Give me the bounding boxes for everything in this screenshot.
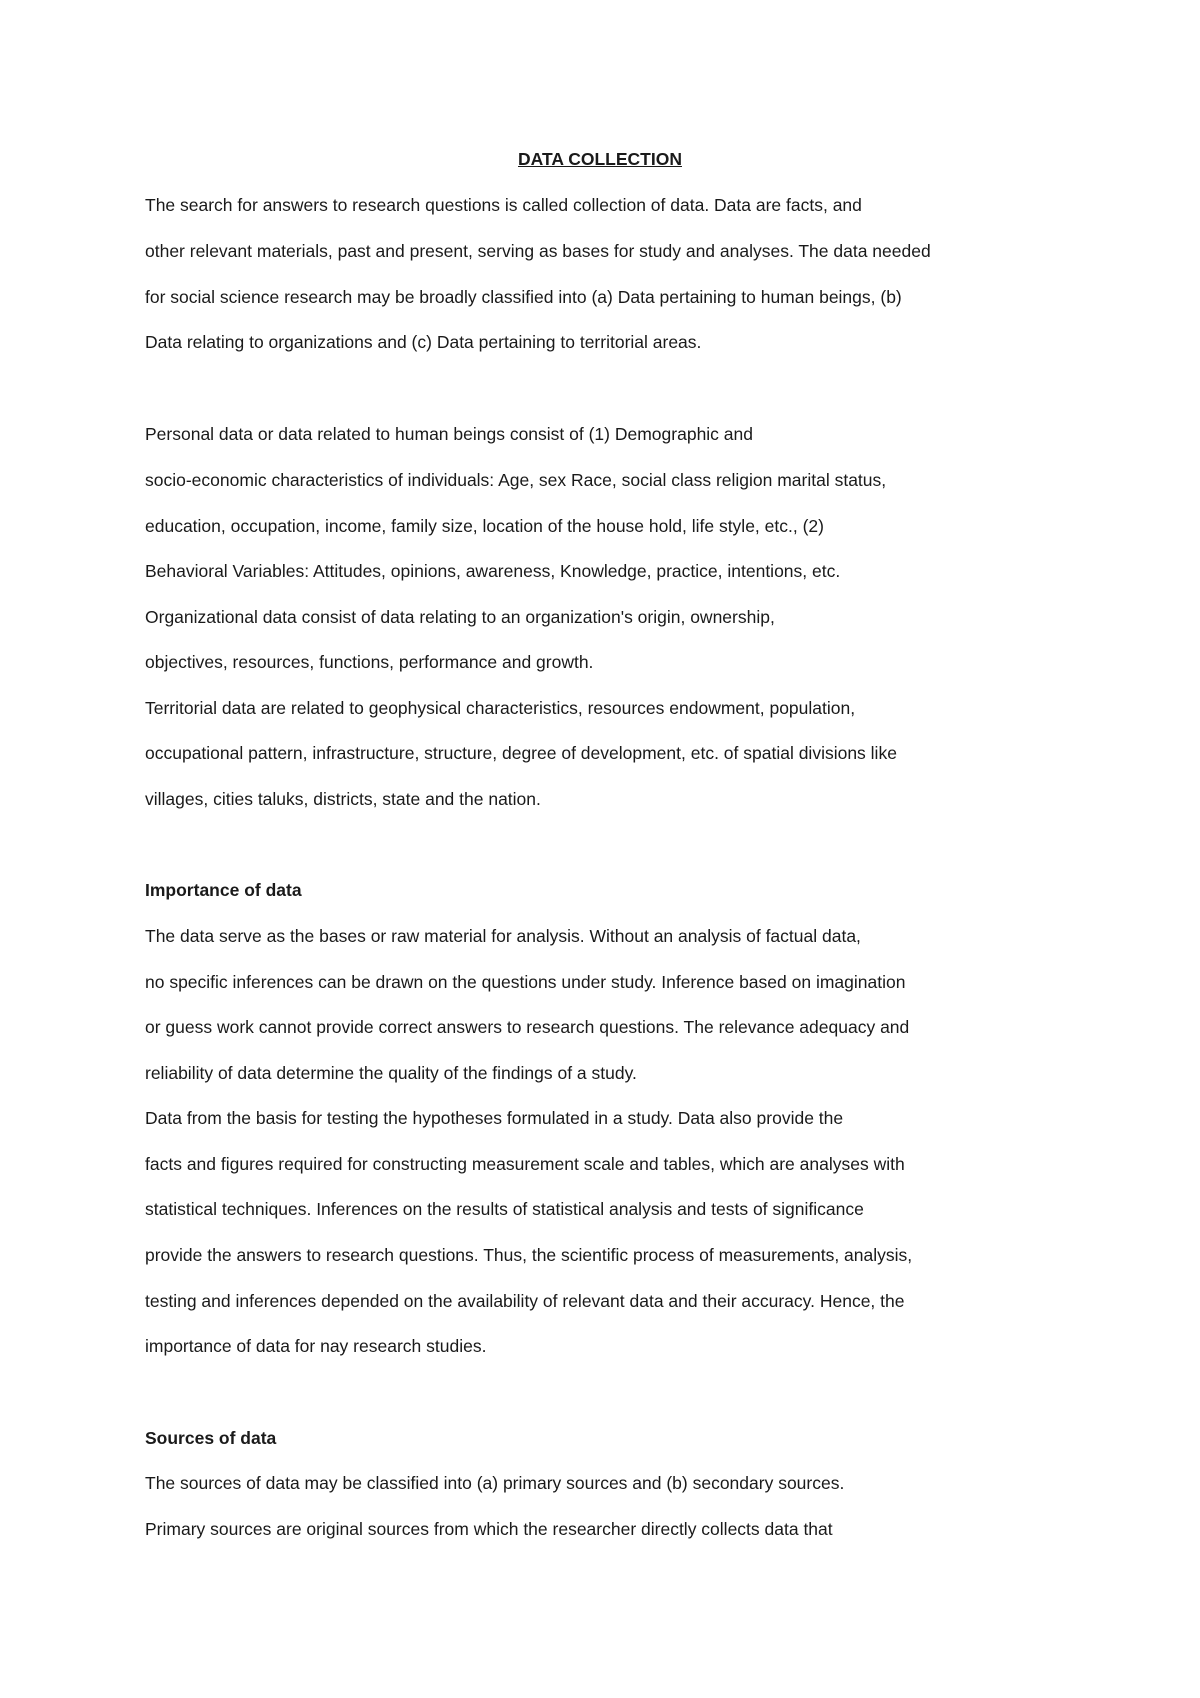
paragraph-line: villages, cities taluks, districts, state and the nation. xyxy=(145,789,541,809)
paragraph-line: provide the answers to research questions. Thus, the scientific process of measurements, analysis, xyxy=(145,1245,913,1265)
paragraph-line: The data serve as the bases or raw material for analysis. Without an analysis of factual data, xyxy=(145,926,861,946)
paragraph-line: Data from the basis for testing the hypotheses formulated in a study. Data also provide the xyxy=(145,1108,844,1128)
section-heading-sources: Sources of data xyxy=(145,1428,277,1448)
paragraph-line: for social science research may be broadly classified into (a) Data pertaining to human beings, (b) xyxy=(145,287,902,307)
paragraph-line: testing and inferences depended on the availability of relevant data and their accuracy. Hence, the xyxy=(145,1291,905,1311)
paragraph-line: The search for answers to research questions is called collection of data. Data are facts, and xyxy=(145,195,862,215)
paragraph-line: Primary sources are original sources from which the researcher directly collects data that xyxy=(145,1519,833,1539)
paragraph-line: Territorial data are related to geophysical characteristics, resources endowment, population, xyxy=(145,698,856,718)
paragraph-line: education, occupation, income, family size, location of the house hold, life style, etc., (2) xyxy=(145,516,824,536)
paragraph-line: objectives, resources, functions, performance and growth. xyxy=(145,652,594,672)
paragraph-line: socio-economic characteristics of individuals: Age, sex Race, social class religion marital status, xyxy=(145,470,887,490)
document-title: DATA COLLECTION xyxy=(518,149,682,169)
paragraph-line: Organizational data consist of data relating to an organization's origin, ownership, xyxy=(145,607,775,627)
paragraph-line: facts and figures required for constructing measurement scale and tables, which are analyses with xyxy=(145,1154,905,1174)
paragraph-line: other relevant materials, past and present, serving as bases for study and analyses. The data needed xyxy=(145,241,931,261)
paragraph-line: importance of data for nay research studies. xyxy=(145,1336,487,1356)
paragraph-line: occupational pattern, infrastructure, structure, degree of development, etc. of spatial divisions like xyxy=(145,743,897,763)
paragraph-line: Behavioral Variables: Attitudes, opinions, awareness, Knowledge, practice, intentions, etc. xyxy=(145,561,841,581)
section-heading-importance: Importance of data xyxy=(145,880,302,900)
paragraph-line: reliability of data determine the quality of the findings of a study. xyxy=(145,1063,637,1083)
paragraph-line: no specific inferences can be drawn on the questions under study. Inference based on imagination xyxy=(145,972,906,992)
paragraph-line: Personal data or data related to human beings consist of (1) Demographic and xyxy=(145,424,753,444)
paragraph-line: The sources of data may be classified into (a) primary sources and (b) secondary sources. xyxy=(145,1473,845,1493)
paragraph-line: statistical techniques. Inferences on the results of statistical analysis and tests of significance xyxy=(145,1199,864,1219)
paragraph-line: or guess work cannot provide correct answers to research questions. The relevance adequacy and xyxy=(145,1017,910,1037)
paragraph-line: Data relating to organizations and (c) Data pertaining to territorial areas. xyxy=(145,332,702,352)
